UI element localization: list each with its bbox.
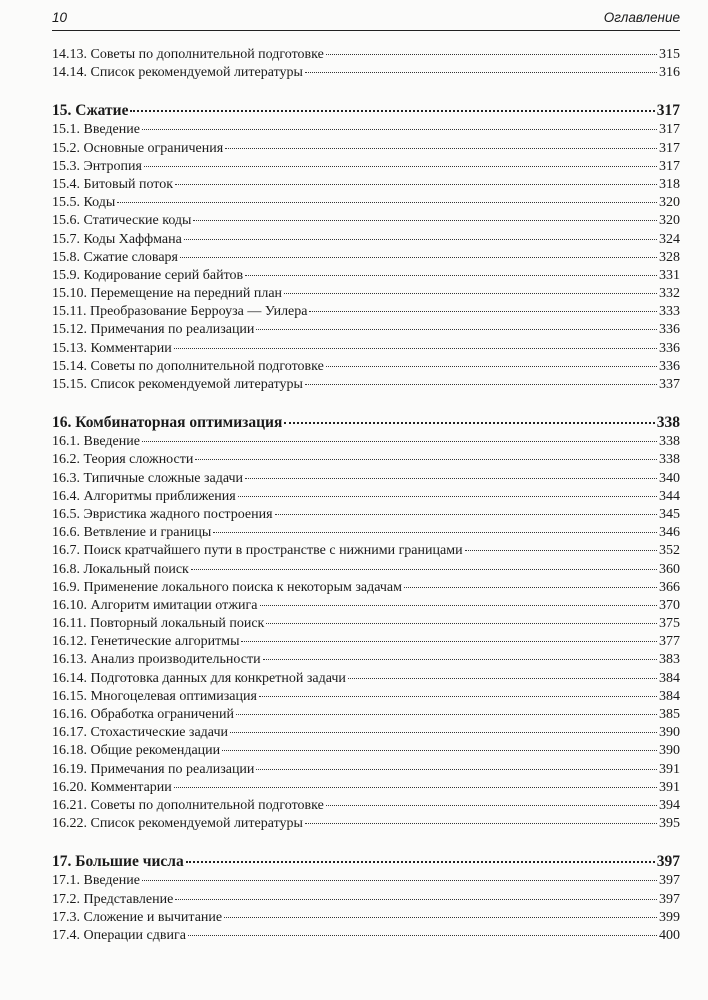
dot-leader (193, 220, 657, 221)
toc-entry-title: 16.6. Ветвление и границы (52, 525, 212, 541)
toc-entry-title: 16.16. Обработка ограничений (52, 707, 234, 722)
toc-entry-title: 15.14. Советы по дополнительной подготовке (52, 358, 324, 374)
toc-entry-page: 370 (659, 597, 680, 613)
toc-entry (52, 615, 680, 633)
dot-leader (224, 917, 657, 918)
toc-entry (52, 706, 680, 724)
dot-leader (184, 239, 657, 240)
toc-entry-page: 399 (659, 909, 680, 925)
dot-leader (175, 184, 657, 185)
toc-entry (52, 158, 680, 176)
toc-entry-page: 336 (659, 340, 680, 356)
toc-entry-title: 15.9. Кодирование серий байтов (52, 267, 244, 283)
toc-entry-page: 385 (659, 707, 680, 722)
dot-leader (180, 257, 657, 258)
dot-leader (305, 384, 657, 385)
toc-entry (52, 267, 680, 285)
toc-entry (52, 761, 680, 779)
dot-leader (245, 478, 657, 479)
toc-entry-title: 14.14. Список рекомендуемой литературы (52, 65, 303, 81)
toc-entry-page: 346 (659, 525, 680, 541)
toc-entry-page: 317 (659, 140, 680, 156)
dot-leader (236, 714, 657, 715)
toc-entry (52, 451, 680, 469)
toc-entry (52, 797, 680, 815)
dot-leader (238, 496, 657, 497)
toc-entry (52, 872, 680, 890)
dot-leader (259, 696, 657, 697)
toc-entry (52, 433, 680, 451)
toc-entry-title: 16.20. Комментарии (52, 779, 172, 795)
dot-leader (186, 861, 655, 863)
toc-entry-title: 16.18. Общие рекомендации (52, 743, 221, 759)
dot-leader (225, 148, 657, 149)
toc-entry-title: 16.22. Список рекомендуемой литературы (52, 816, 303, 832)
chapter-entry-title: 16. Комбинаторная оптимизация (52, 414, 283, 432)
toc-entry-page: 320 (659, 213, 680, 229)
toc-entry (52, 909, 680, 927)
toc-entry-page: 328 (659, 249, 680, 265)
dot-leader (326, 54, 657, 55)
toc-entry-title: 16.17. Стохастические задачи (52, 725, 228, 741)
toc-entry (52, 927, 680, 945)
toc-entry-title: 16.15. Многоцелевая оптимизация (52, 688, 257, 704)
page-number: 10 (52, 10, 68, 25)
toc-entry (52, 579, 680, 597)
toc-entry (52, 488, 680, 506)
dot-leader (142, 129, 657, 130)
toc-entry (52, 724, 680, 742)
toc-entry-page: 375 (659, 616, 680, 632)
toc-entry (52, 285, 680, 303)
toc-entry-page: 332 (659, 286, 680, 302)
toc-entry-title: 16.14. Подготовка данных для конкретной задачи (52, 670, 346, 686)
dot-leader (213, 532, 657, 533)
dot-leader (266, 623, 657, 624)
dot-leader (188, 935, 657, 936)
toc-entry-title: 16.21. Советы по дополнительной подготовке (52, 797, 324, 813)
dot-leader (130, 110, 654, 112)
toc-entry-title: 17.2. Представление (52, 891, 174, 907)
toc-entry-page: 383 (659, 652, 680, 668)
toc-entry-page: 395 (659, 816, 680, 832)
toc-entry-page: 390 (659, 743, 680, 759)
toc-entry-title: 16.1. Введение (52, 434, 140, 450)
toc-entry-page: 390 (659, 725, 680, 741)
chapter-entry-page: 338 (656, 414, 680, 432)
toc-entry-page: 316 (659, 65, 680, 81)
dot-leader (222, 750, 657, 751)
toc-entry (52, 742, 680, 760)
dot-leader (404, 587, 657, 588)
toc-entry (52, 506, 680, 524)
toc-entry (52, 249, 680, 267)
chapter-entry-title: 17. Большие числа (52, 853, 184, 871)
toc-entry-page: 317 (659, 158, 680, 174)
toc-entry-page: 352 (659, 543, 680, 559)
chapter-entry-title: 15. Сжатие (52, 102, 129, 120)
toc-entry (52, 651, 680, 669)
toc-entry-title: 16.5. Эвристика жадного построения (52, 506, 273, 522)
toc-entry-page: 318 (659, 176, 680, 192)
toc-entry-page: 337 (659, 377, 680, 392)
toc-entry-title: 15.4. Битовый поток (52, 176, 174, 192)
toc-entry-title: 15.12. Примечания по реализации (52, 322, 255, 338)
chapter-entry (52, 100, 680, 121)
toc-entry-title: 15.11. Преобразование Берроуза — Уилера (52, 304, 308, 320)
dot-leader (230, 732, 657, 733)
toc-entry-title: 15.6. Статические коды (52, 213, 192, 229)
toc-entry (52, 303, 680, 321)
toc-entry-title: 15.10. Перемещение на передний план (52, 286, 283, 302)
toc-entry-page: 324 (659, 231, 680, 247)
toc-entry (52, 542, 680, 560)
dot-leader (305, 823, 657, 824)
toc-entry-page: 333 (659, 304, 680, 320)
toc-entry (52, 64, 680, 82)
dot-leader (260, 605, 657, 606)
toc-entry-title: 15.15. Список рекомендуемой литературы (52, 377, 303, 392)
chapter-entry-page: 317 (656, 102, 680, 120)
toc-entry-page: 366 (659, 579, 680, 595)
toc-entry (52, 194, 680, 212)
toc-entry-title: 17.4. Операции сдвига (52, 927, 186, 943)
dot-leader (175, 899, 657, 900)
dot-leader (284, 293, 657, 294)
toc-entry (52, 376, 680, 394)
toc-entry-page: 338 (659, 434, 680, 450)
toc-entry-page: 384 (659, 670, 680, 686)
header-title: Оглавление (603, 10, 680, 25)
toc-entry-title: 15.8. Сжатие словаря (52, 249, 178, 265)
toc-entry-page: 344 (659, 488, 680, 504)
toc-entry (52, 670, 680, 688)
dot-leader (117, 202, 657, 203)
chapter-entry (52, 412, 680, 433)
toc-entry-page: 400 (659, 927, 680, 943)
toc-entry (52, 321, 680, 339)
toc-entry (52, 121, 680, 139)
toc-entry (52, 815, 680, 833)
toc-entry-title: 16.3. Типичные сложные задачи (52, 470, 244, 486)
toc-entry-title: 16.12. Генетические алгоритмы (52, 634, 240, 650)
toc-entry-page: 360 (659, 561, 680, 577)
dot-leader (263, 659, 657, 660)
toc-entry-page: 320 (659, 195, 680, 211)
toc-entry-page: 338 (659, 452, 680, 468)
toc-entry-title: 16.11. Повторный локальный поиск (52, 616, 265, 632)
toc-entry-title: 16.19. Примечания по реализации (52, 761, 255, 777)
toc-entry (52, 46, 680, 64)
toc-entry-title: 16.4. Алгоритмы приближения (52, 488, 236, 504)
toc-entry (52, 633, 680, 651)
chapter-entry (52, 851, 680, 872)
toc-entry-title: 16.8. Локальный поиск (52, 561, 189, 577)
section-gap (52, 82, 680, 100)
toc-entry (52, 561, 680, 579)
toc-entry-page: 391 (659, 779, 680, 795)
toc-entry-title: 15.2. Основные ограничения (52, 140, 224, 156)
toc-entry-page: 397 (659, 873, 680, 889)
toc-entry (52, 176, 680, 194)
table-of-contents (52, 46, 680, 945)
toc-entry-page: 377 (659, 634, 680, 650)
dot-leader (309, 311, 657, 312)
toc-entry-page: 317 (659, 122, 680, 138)
dot-leader (174, 348, 657, 349)
toc-entry (52, 891, 680, 909)
toc-entry-page: 340 (659, 470, 680, 486)
toc-entry-title: 15.3. Энтропия (52, 158, 142, 174)
toc-entry (52, 597, 680, 615)
toc-entry (52, 212, 680, 230)
toc-entry-page: 391 (659, 761, 680, 777)
toc-entry-page: 397 (659, 891, 680, 907)
toc-entry-title: 16.9. Применение локального поиска к некоторым задачам (52, 579, 402, 595)
dot-leader (144, 166, 657, 167)
toc-entry-page: 336 (659, 358, 680, 374)
toc-entry (52, 470, 680, 488)
toc-entry-title: 16.10. Алгоритм имитации отжига (52, 597, 258, 613)
toc-entry (52, 340, 680, 358)
toc-entry-title: 17.3. Сложение и вычитание (52, 909, 223, 925)
toc-entry-title: 15.13. Комментарии (52, 340, 172, 356)
toc-entry (52, 524, 680, 542)
chapter-entry-page: 397 (656, 853, 680, 871)
dot-leader (275, 514, 657, 515)
dot-leader (241, 641, 657, 642)
toc-entry-title: 15.7. Коды Хаффмана (52, 231, 182, 247)
dot-leader (245, 275, 657, 276)
toc-entry-page: 315 (659, 47, 680, 62)
dot-leader (326, 366, 657, 367)
dot-leader (305, 72, 657, 73)
toc-entry-page: 336 (659, 322, 680, 338)
running-header (52, 8, 680, 31)
dot-leader (284, 422, 654, 424)
toc-entry-page: 384 (659, 688, 680, 704)
toc-entry-title: 17.1. Введение (52, 873, 140, 889)
toc-entry-title: 15.5. Коды (52, 195, 116, 211)
toc-entry (52, 140, 680, 158)
toc-entry-page: 345 (659, 506, 680, 522)
dot-leader (256, 329, 657, 330)
toc-entry-title: 16.2. Теория сложности (52, 452, 194, 468)
dot-leader (142, 880, 657, 881)
dot-leader (195, 459, 657, 460)
toc-entry (52, 779, 680, 797)
toc-entry-title: 16.7. Поиск кратчайшего пути в пространстве с нижними границами (52, 543, 463, 559)
dot-leader (142, 441, 657, 442)
section-gap (52, 833, 680, 851)
toc-entry-page: 331 (659, 267, 680, 283)
dot-leader (348, 678, 657, 679)
section-gap (52, 394, 680, 412)
toc-entry-title: 15.1. Введение (52, 122, 140, 138)
toc-entry-page: 394 (659, 797, 680, 813)
toc-entry-title: 14.13. Советы по дополнительной подготовке (52, 47, 324, 62)
toc-entry (52, 358, 680, 376)
toc-entry (52, 231, 680, 249)
dot-leader (191, 569, 657, 570)
dot-leader (256, 769, 657, 770)
dot-leader (174, 787, 657, 788)
dot-leader (326, 805, 657, 806)
toc-entry (52, 688, 680, 706)
toc-entry-title: 16.13. Анализ производительности (52, 652, 261, 668)
dot-leader (465, 550, 657, 551)
